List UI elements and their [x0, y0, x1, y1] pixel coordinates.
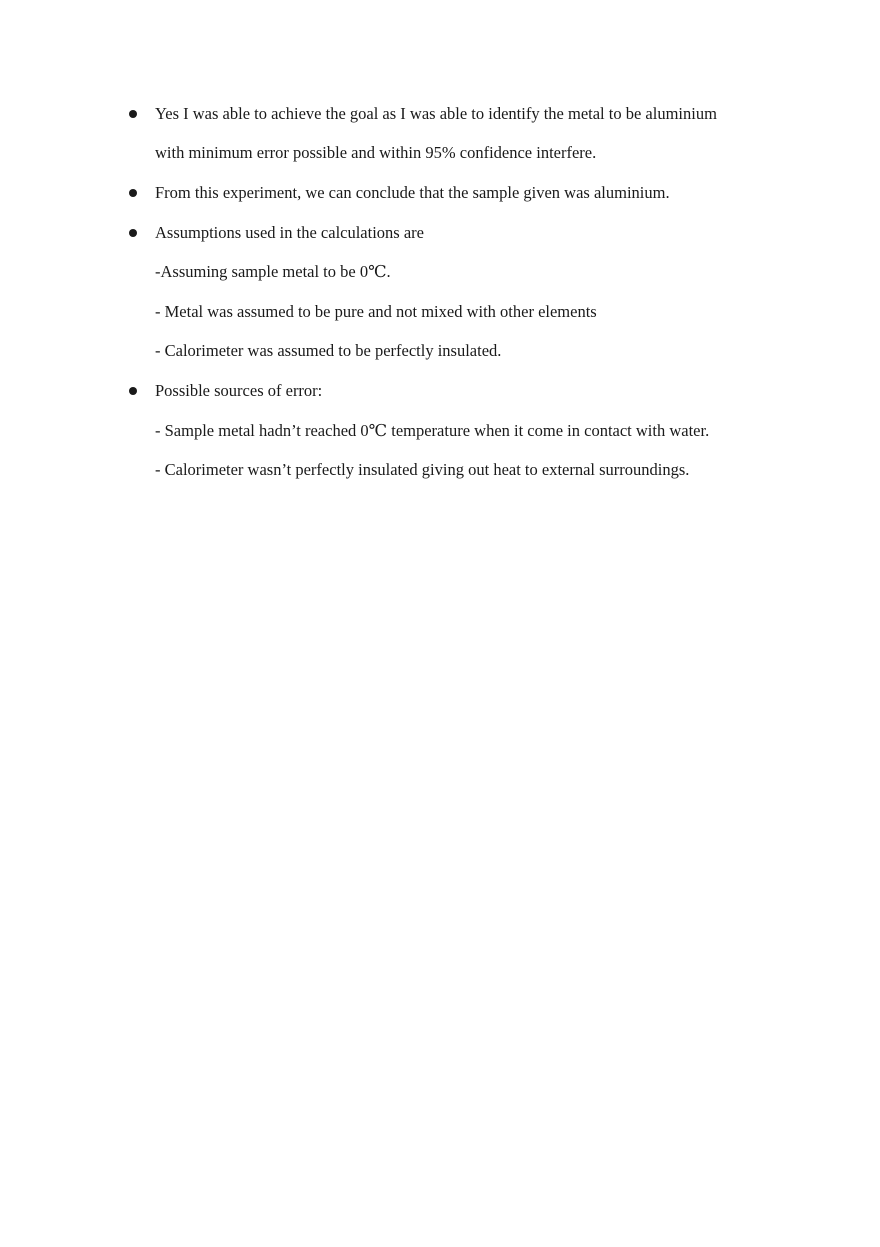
assumption-3: - Calorimeter was assumed to be perfectly insulated.	[155, 341, 502, 360]
bullet-2-line-1: From this experiment, we can conclude that the sample given was aluminium.	[155, 183, 670, 202]
bullet-marker	[128, 104, 138, 114]
assumption-1: -Assuming sample metal to be 0℃.	[155, 262, 391, 281]
bullet-4-line-1: Possible sources of error:	[155, 381, 323, 400]
error-source-1: - Sample metal hadn’t reached 0℃ temperature when it come in contact with water.	[155, 421, 710, 440]
bullet-1-line-1: Yes I was able to achieve the goal as I was able to identify the metal to be aluminium	[155, 104, 717, 123]
error-source-2: - Calorimeter wasn’t perfectly insulated giving out heat to external surroundings.	[155, 460, 690, 479]
assumption-2: - Metal was assumed to be pure and not mixed with other elements	[155, 302, 597, 321]
bullet-1-line-2: with minimum error possible and within 95% confidence interfere.	[155, 143, 597, 162]
bullet-marker	[128, 223, 138, 233]
bullet-marker	[128, 183, 138, 193]
bullet-marker	[128, 381, 138, 391]
bullet-3-line-1: Assumptions used in the calculations are	[155, 223, 424, 242]
